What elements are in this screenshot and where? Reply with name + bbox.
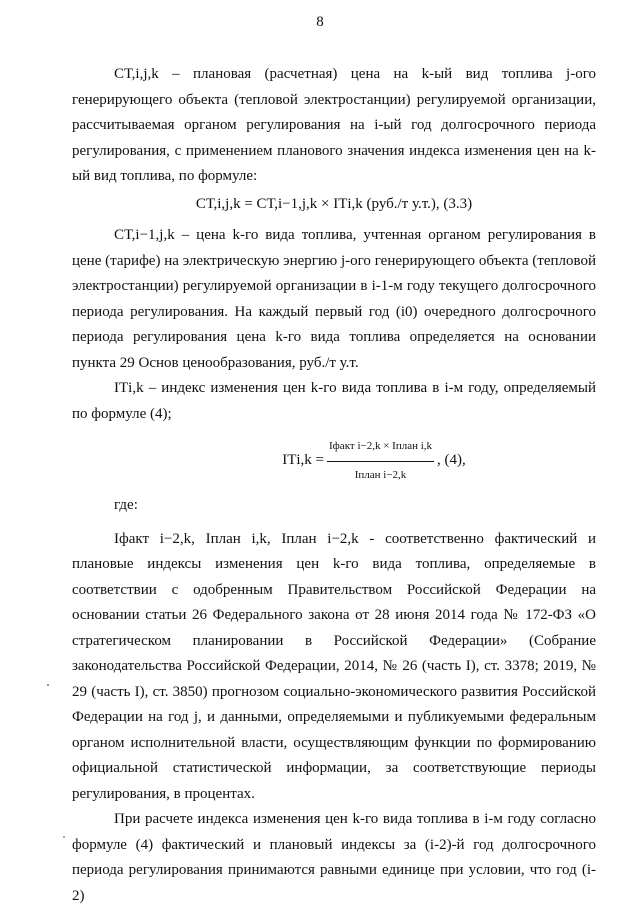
formula-4 bbox=[152, 433, 596, 489]
paragraph-previous-price: СТ,i−1,j,k – цена k-го вида топлива, учтенная органом регулирования в цене (тарифе) на электрическую энергию j-ого генерирующего объекта (тепловой электростанции) регулируемой организации в i-1-м году текущего долгосрочного периода регулирования. На каждый первый год (i0) очередного долгосрочного периода регулирования цена k-го вида топлива определяется на основании пункта 29 Основ ценообразования, руб./т у.т. bbox=[72, 227, 596, 371]
formula-4-lhs: IТi,k = bbox=[282, 452, 325, 469]
formula-3-3: СТ,i,j,k = СТ,i−1,j,k × IТi,k (руб./т у.т.), (3.3) bbox=[195, 195, 473, 212]
where-label: где: bbox=[114, 497, 138, 513]
formula-4-numerator: Iфакт i−2,k × Iплан i,k bbox=[327, 434, 434, 462]
page-number: 8 bbox=[316, 14, 324, 30]
scan-speck bbox=[63, 836, 65, 838]
formula-4-tail: , (4), bbox=[437, 452, 466, 469]
paragraph-index-definition: IТi,k – индекс изменения цен k-го вида топлива в i-м году, определяемый по формуле (4); bbox=[72, 380, 596, 422]
document-body bbox=[72, 62, 596, 909]
paragraph-index-explanation: Iфакт i−2,k, Iплан i,k, Iплан i−2,k - соответственно фактический и плановые индексы изменения цен k-го вида топлива, определяемые в соответствии с одобренным Правительством Российской Федерации на основании статьи 26 Федерального закона от 28 июня 2014 года № 172-ФЗ «О стратегическом планировании в Российской Федерации» (Собрание законодательства Российской Федерации, 2014, № 26 (часть I), ст. 3378; 2019, № 29 (часть I), ст. 3850) прогнозом социально-экономического развития Российской Федерации на год j, и данными, определяемыми и публикуемыми федеральным органом исполнительной власти, осуществляющим функции по формированию официальной статистической информации, за соответствующие периоды регулирования, в процентах. bbox=[72, 530, 596, 802]
formula-4-fraction bbox=[327, 434, 434, 488]
paragraph-price-definition: СТ,i,j,k – плановая (расчетная) цена на k-ый вид топлива j-ого генерирующего объекта (тепловой электростанции) регулируемой организации, рассчитываемая органом регулирования на i-ый год долгосрочного периода регулирования, с применением планового значения индекса изменения цен на k-ый вид топлива, по формуле: bbox=[72, 66, 596, 184]
formula-4-denominator: Iплан i−2,k bbox=[354, 468, 407, 481]
paragraph-calculation-rule: При расчете индекса изменения цен k-го вида топлива в i-м году согласно формуле (4) фактический и плановый индексы за (i-2)-й год долгосрочного периода регулирования принимаются равными единице при условии, что год (i-2) bbox=[72, 811, 596, 904]
scan-speck bbox=[47, 684, 49, 686]
